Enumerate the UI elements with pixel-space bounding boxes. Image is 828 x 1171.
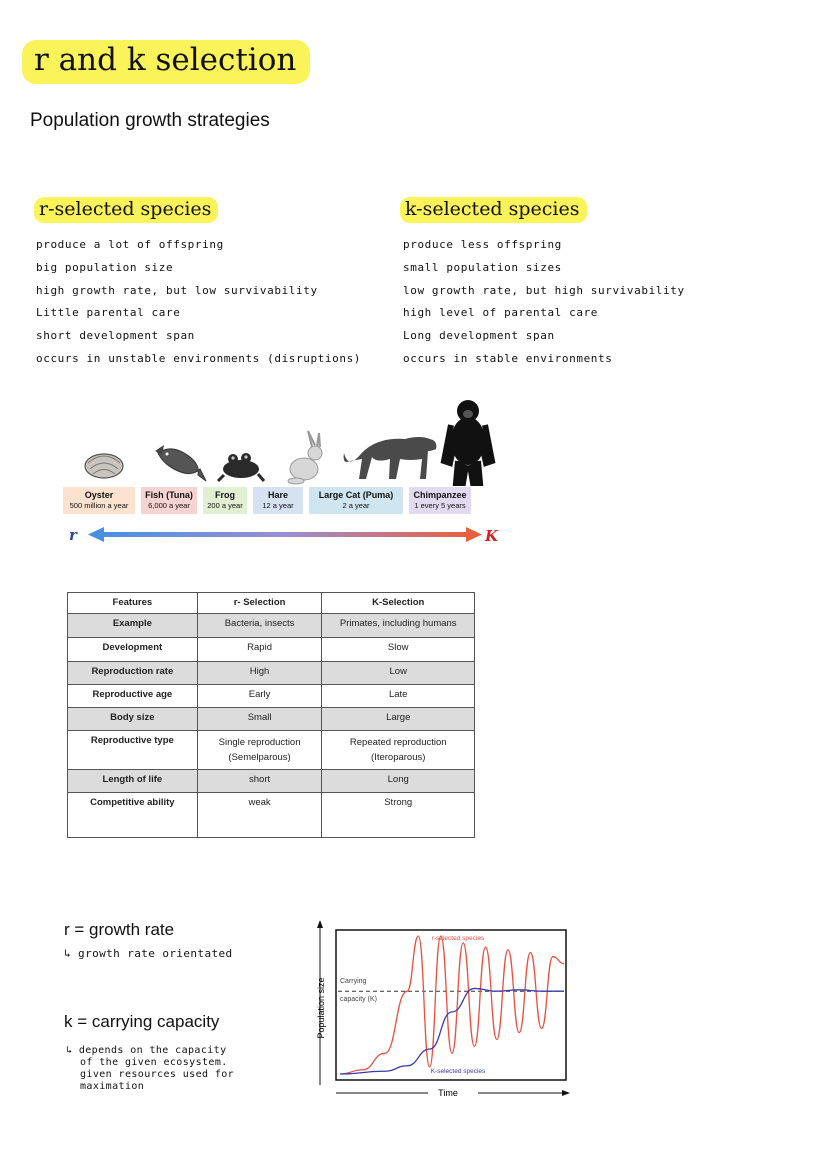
cell-r: Single reproduction (Semelparous) [197,731,322,770]
cell-feature: Development [68,638,198,662]
fish-icon [155,445,206,481]
animal-rate: 1 every 5 years [414,501,466,510]
cell-r: weak [197,793,322,838]
cell-k: Primates, including humans [322,614,475,638]
k-trait: low growth rate, but high survivability [403,283,685,297]
animal-illustrations [60,395,510,487]
frog-icon [218,453,264,481]
animal-name: Hare [267,490,288,500]
puma-icon [344,437,437,479]
r-trait: high growth rate, but low survivability [36,283,318,297]
animal-name: Fish (Tuna) [145,490,193,500]
animal-name: Chimpanzee [413,490,467,500]
cell-r: short [197,770,322,793]
k-trait: produce less offspring [403,238,562,251]
cell-feature: Example [68,614,198,638]
scale-label-fish [141,487,197,514]
scale-label-oyster [63,487,135,514]
cell-r: Small [197,708,322,731]
cell-k: Late [322,685,475,708]
k-selected-heading: k-selected species [400,197,587,223]
k-selected-traits [403,234,685,371]
scale-label-hare [253,487,303,514]
page-subtitle: Population growth strategies [30,110,270,131]
cell-r: High [197,662,322,685]
cell-r: Rapid [197,638,322,662]
cell-r: Early [197,685,322,708]
animal-name: Frog [215,490,235,500]
k-note-line: ↳ depends on the capacity [66,1045,227,1056]
cell-k: Low [322,662,475,685]
cell-feature: Body size [68,708,198,731]
animal-name: Large Cat (Puma) [318,490,394,500]
k-note [66,1045,234,1093]
scale-label-puma [309,487,403,514]
table-row [68,662,475,685]
comparison-table [67,592,475,838]
k-definition: k = carrying capacity [64,1012,220,1031]
scale-label-frog [203,487,247,514]
r-trait: produce a lot of offspring [36,238,224,251]
k-scale-label: K [485,527,499,545]
header-features: Features [68,593,198,614]
scale-label-chimpanzee [409,487,471,514]
page-title: r and k selection [22,40,310,84]
header-r: r- Selection [197,593,322,614]
carrying-capacity-label-1: Carrying [340,978,367,985]
cell-feature: Length of life [68,770,198,793]
animal-rate: 2 a year [342,501,370,510]
r-trait: big population size [36,260,174,274]
animal-rate: 200 a year [207,501,243,510]
cell-feature: Reproductive type [68,731,198,770]
table-header-row [68,593,475,614]
animal-rate: 500 million a year [69,501,129,510]
table-row [68,770,475,793]
offspring-scale [63,487,505,514]
table-row [68,793,475,838]
series-label-r: r-selected species [431,935,485,942]
r-definition: r = growth rate [64,920,175,939]
cell-k: Strong [322,793,475,838]
x-axis-label: Time [438,1088,458,1098]
cell-k: Large [322,708,475,731]
y-axis-arrowhead [317,920,323,928]
table-row [68,638,475,662]
oyster-icon [85,454,123,478]
chimpanzee-icon [444,400,492,483]
cell-feature: Competitive ability [68,793,198,838]
cell-k: Long [322,770,475,793]
k-note-line: given resources used for [80,1069,235,1080]
r-selected-heading: r-selected species [34,197,218,223]
animal-rate: 6,000 a year [148,501,190,510]
r-trait: occurs in unstable environments (disruptions) [36,351,362,365]
series-label-k: K-selected species [430,1068,486,1075]
table-row [68,708,475,731]
cell-k: Slow [322,638,475,662]
animal-rate: 12 a year [262,501,294,510]
r-to-k-arrow [64,522,504,548]
x-axis-arrowhead [562,1090,570,1096]
hare-icon [288,431,322,484]
k-note-line: of the given ecosystem. [80,1057,228,1068]
y-axis-label: Population size [316,977,326,1039]
k-trait: small population sizes [403,260,562,274]
carrying-capacity-label-2: capacity (K) [340,996,377,1003]
r-trait: short development span [36,329,195,343]
header-k: K-Selection [322,593,475,614]
cell-feature: Reproductive age [68,685,198,708]
population-chart [308,920,578,1104]
r-trait: Little parental care [36,306,181,320]
chart-frame [336,930,566,1080]
r-note: ↳ growth rate orientated [64,947,233,960]
k-trait: occurs in stable environments [403,351,613,365]
cell-feature: Reproduction rate [68,662,198,685]
table-row [68,685,475,708]
k-note-line: maximation [80,1081,145,1092]
r-selected-traits [36,234,361,371]
cell-k: Repeated reproduction (Iteroparous) [322,731,475,770]
table-row [68,614,475,638]
r-scale-label: r [69,526,77,544]
k-trait: high level of parental care [403,306,599,320]
table-row [68,731,475,770]
cell-r: Bacteria, insects [197,614,322,638]
animal-name: Oyster [84,490,114,500]
k-trait: Long development span [403,329,555,343]
